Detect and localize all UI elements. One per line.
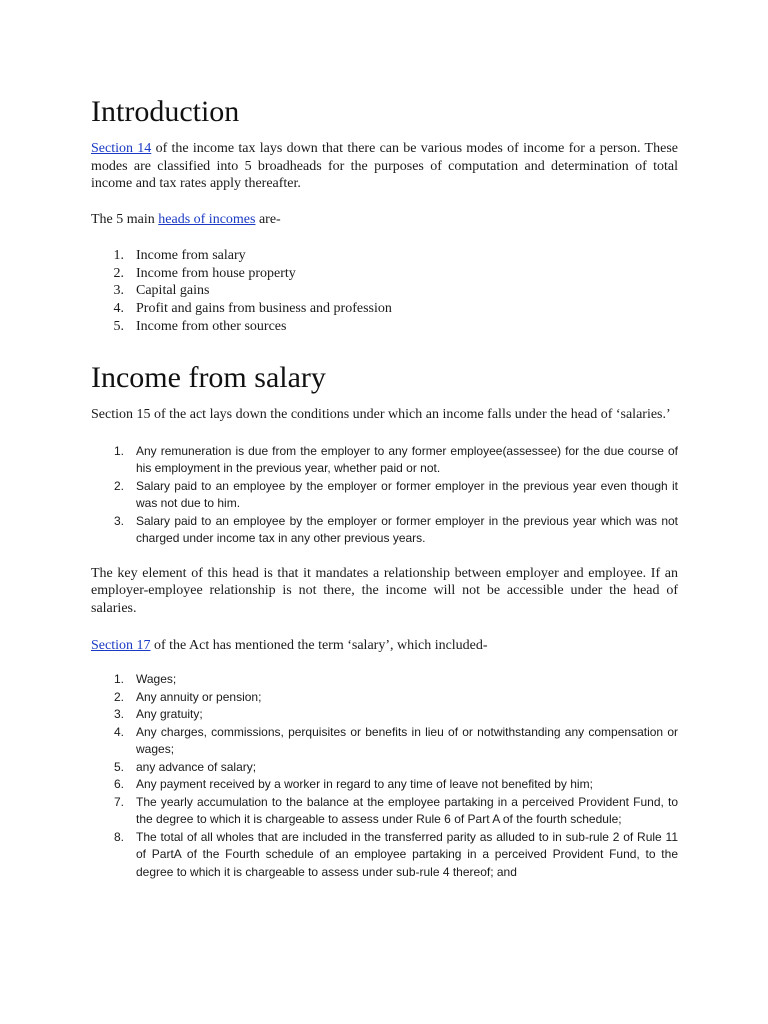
list-number: 7. bbox=[113, 794, 124, 809]
income-from-salary-heading: Income from salary bbox=[91, 360, 326, 394]
list-text: Any remuneration is due from the employer to any former employee(assessee) for the due course of his employment in the previous year, whether paid or not. bbox=[136, 443, 678, 475]
section-17-text: of the Act has mentioned the term ‘salary’, which included- bbox=[150, 637, 488, 653]
list-text: Income from other sources bbox=[136, 319, 287, 334]
list-item bbox=[91, 513, 678, 548]
salary-components-list bbox=[91, 671, 678, 881]
section-15-paragraph: Section 15 of the act lays down the conditions under which an income falls under the head of ‘salaries.’ bbox=[91, 406, 671, 422]
list-text: Profit and gains from business and profession bbox=[136, 301, 392, 317]
list-number: 2. bbox=[113, 478, 124, 493]
heads-intro-before: The 5 main bbox=[91, 212, 159, 228]
list-item bbox=[91, 794, 678, 829]
list-item bbox=[91, 265, 678, 283]
list-text: Any gratuity; bbox=[136, 707, 203, 722]
list-number: 4. bbox=[113, 301, 124, 317]
list-text: any advance of salary; bbox=[136, 759, 257, 774]
list-text: Income from salary bbox=[136, 247, 246, 263]
list-item bbox=[91, 706, 678, 724]
list-item bbox=[91, 759, 678, 777]
list-number: 2. bbox=[113, 689, 124, 704]
list-text: Any charges, commissions, perquisites or benefits in lieu of or notwithstanding any compensation or wages; bbox=[136, 724, 678, 757]
list-number: 3. bbox=[113, 707, 124, 722]
heads-of-incomes-link[interactable]: heads of incomes bbox=[158, 212, 256, 228]
intro-paragraph-text: of the income tax lays down that there can be various modes of income for a person. These modes are classified into 5 broadheads for the purposes of computation and determination of total income and tax rates apply thereafter. bbox=[91, 141, 678, 192]
list-item bbox=[91, 443, 678, 478]
list-number: 3. bbox=[113, 513, 124, 528]
list-number: 2. bbox=[113, 265, 124, 281]
intro-paragraph bbox=[91, 140, 678, 193]
list-text: Income from house property bbox=[136, 265, 296, 281]
list-item bbox=[91, 318, 678, 336]
list-item bbox=[91, 776, 678, 794]
list-text: Any annuity or pension; bbox=[136, 689, 262, 704]
list-item bbox=[91, 282, 678, 300]
list-number: 5. bbox=[113, 319, 124, 334]
list-item bbox=[91, 689, 678, 707]
list-text: The yearly accumulation to the balance at the employee partaking in a perceived Provident Fund, to the degree to which it is chargeable to assess under Rule 6 of Part A of the fourth schedule; bbox=[136, 794, 678, 827]
introduction-heading: Introduction bbox=[91, 95, 240, 128]
list-item bbox=[91, 478, 678, 513]
list-number: 1. bbox=[113, 247, 124, 263]
section-14-link[interactable]: Section 14 bbox=[91, 141, 152, 156]
list-number: 8. bbox=[113, 829, 124, 844]
list-item bbox=[91, 671, 678, 689]
salary-conditions-list bbox=[91, 443, 678, 548]
list-item bbox=[91, 247, 678, 265]
list-text: The total of all wholes that are included in the transferred parity as alluded to in sub-rule 2 of Rule 11 of PartA of the Fourth schedule of an employee partaking in a perceived Provident Fund, to the degree to which it is chargeable to assess under sub-rule 4 thereof; and bbox=[136, 829, 678, 879]
heads-of-income-list bbox=[91, 247, 678, 336]
list-number: 4. bbox=[113, 724, 124, 739]
list-text: Salary paid to an employee by the employer or former employer in the previous year even though it was not due to him. bbox=[136, 478, 678, 510]
list-number: 6. bbox=[113, 777, 124, 792]
list-text: Wages; bbox=[136, 672, 177, 687]
list-text: Any payment received by a worker in regard to any time of leave not benefited by him; bbox=[136, 777, 593, 792]
section-17-link[interactable]: Section 17 bbox=[91, 637, 151, 653]
list-item bbox=[91, 724, 678, 759]
list-item bbox=[91, 300, 678, 318]
key-element-paragraph: The key element of this head is that it mandates a relationship between employer and employee. If an employer-employee relationship is not there, the income will not be accessible under the head of salaries. bbox=[91, 565, 678, 616]
list-text: Capital gains bbox=[136, 283, 210, 299]
heads-intro-after: are- bbox=[255, 212, 281, 228]
list-number: 5. bbox=[113, 759, 124, 774]
heads-intro-paragraph bbox=[91, 211, 678, 229]
list-number: 1. bbox=[113, 672, 124, 687]
list-item bbox=[91, 829, 678, 882]
list-number: 3. bbox=[113, 283, 124, 299]
section-17-paragraph bbox=[91, 637, 678, 655]
list-text: Salary paid to an employee by the employer or former employer in the previous year which was not charged under income tax in any other previous years. bbox=[136, 513, 678, 545]
list-number: 1. bbox=[113, 443, 124, 458]
